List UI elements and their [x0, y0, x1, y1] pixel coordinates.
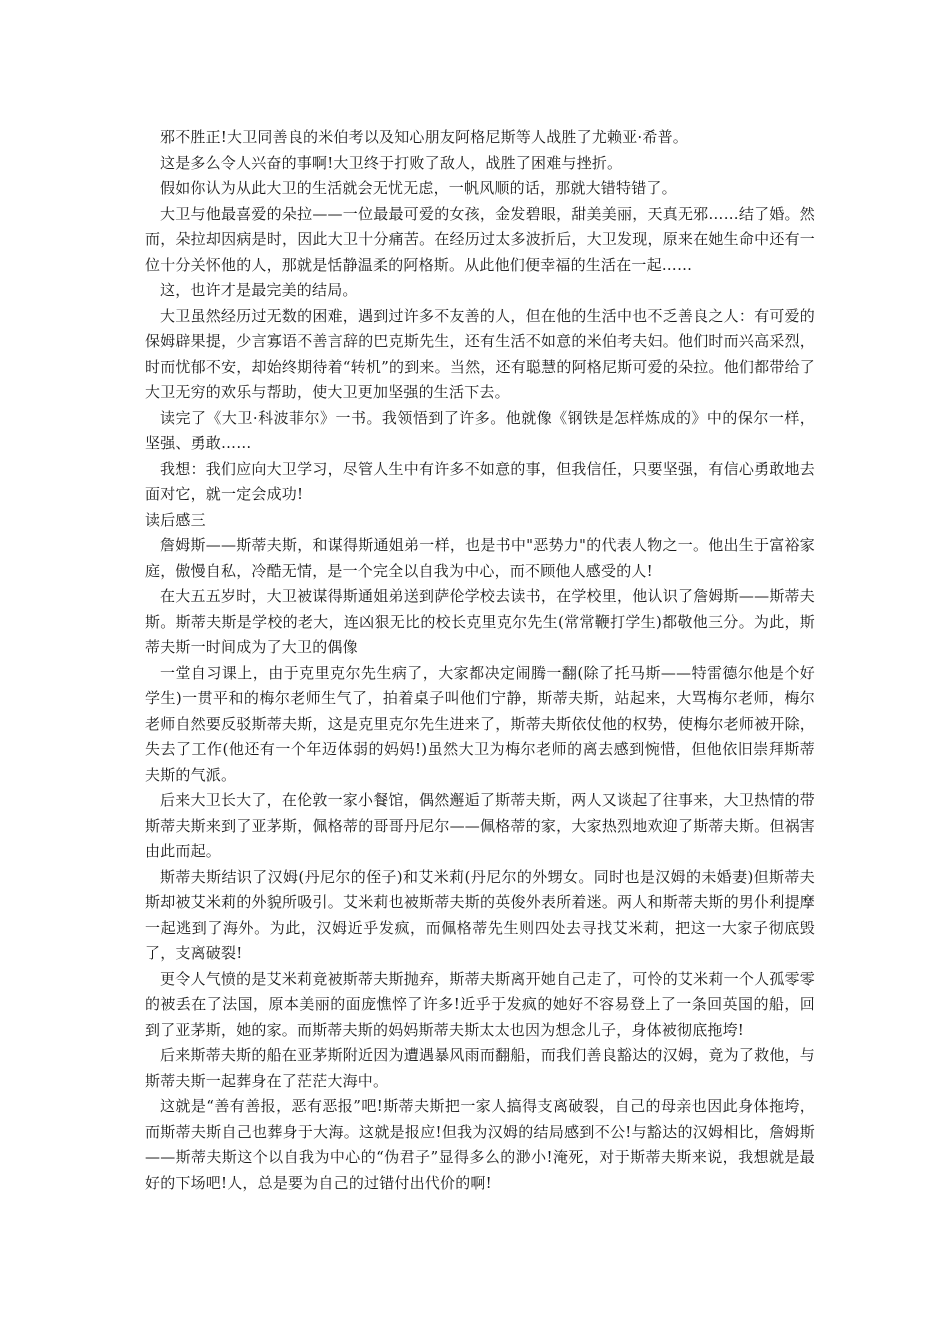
paragraph: 更令人气愤的是艾米莉竟被斯蒂夫斯抛弃，斯蒂夫斯离开她自己走了，可怜的艾米莉一个人孤零零的被丢在了法国，原本美丽的面庞憔悴了许多!近乎于发疯的她好不容易登上了一条回英国的船，回到了亚茅斯，她的家。而斯蒂夫斯的妈妈斯蒂夫斯太太也因为想念儿子，身体被彻底拖垮!: [145, 969, 815, 1039]
document-body: [145, 125, 815, 1196]
paragraph: 大卫虽然经历过无数的困难，遇到过许多不友善的人，但在他的生活中也不乏善良之人：有可爱的保姆辟果提，少言寡语不善言辞的巴克斯先生，还有生活不如意的米伯考夫妇。他们时而兴高采烈，时而忧郁不安，却始终期待着“转机”的到来。当然，还有聪慧的阿格尼斯可爱的朵拉。他们都带给了大卫无穷的欢乐与帮助，使大卫更加坚强的生活下去。: [145, 306, 815, 401]
paragraph: 这，也许才是最完美的结局。: [160, 281, 358, 299]
paragraph: 在大五五岁时，大卫被谋得斯通姐弟送到萨伦学校去读书，在学校里，他认识了詹姆斯——斯蒂夫斯。斯蒂夫斯是学校的老大，连凶狠无比的校长克里克尔先生(常常鞭打学生)都敬他三分。为此，斯蒂夫斯一时间成为了大卫的偶像: [145, 587, 815, 656]
paragraph: 后来斯蒂夫斯的船在亚茅斯附近因为遭遇暴风雨而翻船，而我们善良豁达的汉姆，竟为了救他，与斯蒂夫斯一起葬身在了茫茫大海中。: [145, 1046, 815, 1090]
paragraph: 后来大卫长大了，在伦敦一家小餐馆，偶然邂逅了斯蒂夫斯，两人又谈起了往事来，大卫热情的带斯蒂夫斯来到了亚茅斯，佩格蒂的哥哥丹尼尔——佩格蒂的家，大家热烈地欢迎了斯蒂夫斯。但祸害由此而起。: [145, 791, 815, 860]
paragraph: 假如你认为从此大卫的生活就会无忧无虑，一帆风顺的话，那就大错特错了。: [160, 179, 677, 197]
paragraph: 邪不胜正!大卫同善良的米伯考以及知心朋友阿格尼斯等人战胜了尤赖亚·希普。: [160, 128, 688, 146]
paragraph: 这是多么令人兴奋的事啊!大卫终于打败了敌人，战胜了困难与挫折。: [160, 153, 623, 172]
paragraph: 詹姆斯——斯蒂夫斯，和谋得斯通姐弟一样，也是书中"恶势力"的代表人物之一。他出生于富裕家庭，傲慢自私，冷酷无情，是一个完全以自我为中心，而不顾他人感受的人!: [145, 536, 815, 580]
paragraph: 大卫与他最喜爱的朵拉——一位最最可爱的女孩，金发碧眼，甜美美丽，天真无邪……结了婚。然而，朵拉却因病是时，因此大卫十分痛苦。在经历过太多波折后，大卫发现，原来在她生命中还有一位十分关怀他的人，那就是恬静温柔的阿格斯。从此他们便幸福的生活在一起……: [145, 204, 815, 274]
paragraph: 读完了《大卫·科波菲尔》一书。我领悟到了许多。他就像《钢铁是怎样炼成的》中的保尔一样，坚强、勇敢……: [145, 408, 815, 452]
paragraph: 斯蒂夫斯结识了汉姆(丹尼尔的侄子)和艾米莉(丹尼尔的外甥女。同时也是汉姆的未婚妻)但斯蒂夫斯却被艾米莉的外貌所吸引。艾米莉也被斯蒂夫斯的英俊外表所着迷。两人和斯蒂夫斯的男仆利提摩一起逃到了海外。为此，汉姆近乎发疯，而佩格蒂先生则四处去寻找艾米莉，把这一大家子彻底毁了，支离破裂!: [145, 867, 815, 962]
paragraph: 这就是“善有善报，恶有恶报”吧!斯蒂夫斯把一家人搞得支离破裂，自己的母亲也因此身体拖垮，而斯蒂夫斯自己也葬身于大海。这就是报应!但我为汉姆的结局感到不公!与豁达的汉姆相比，詹姆斯——斯蒂夫斯这个以自我为中心的“伪君子”显得多么的渺小!淹死，对于斯蒂夫斯来说，我想就是最好的下场吧!人，总是要为自己的过错付出代价的啊!: [145, 1097, 815, 1192]
paragraph: 我想：我们应向大卫学习，尽管人生中有许多不如意的事，但我信任，只要坚强，有信心勇敢地去面对它，就一定会成功!: [145, 459, 815, 503]
paragraph: 一堂自习课上，由于克里克尔先生病了，大家都决定闹腾一翻(除了托马斯——特雷德尔他是个好学生)一贯平和的梅尔老师生气了，拍着桌子叫他们宁静，斯蒂夫斯，站起来，大骂梅尔老师，梅尔老师自然要反驳斯蒂夫斯，这是克里克尔先生进来了，斯蒂夫斯依仗他的权势，使梅尔老师被开除，失去了工作(他还有一个年迈体弱的妈妈!)虽然大卫为梅尔老师的离去感到惋惜，但他依旧崇拜斯蒂夫斯的气派。: [145, 663, 815, 784]
section-heading: 读后感三: [145, 510, 206, 529]
